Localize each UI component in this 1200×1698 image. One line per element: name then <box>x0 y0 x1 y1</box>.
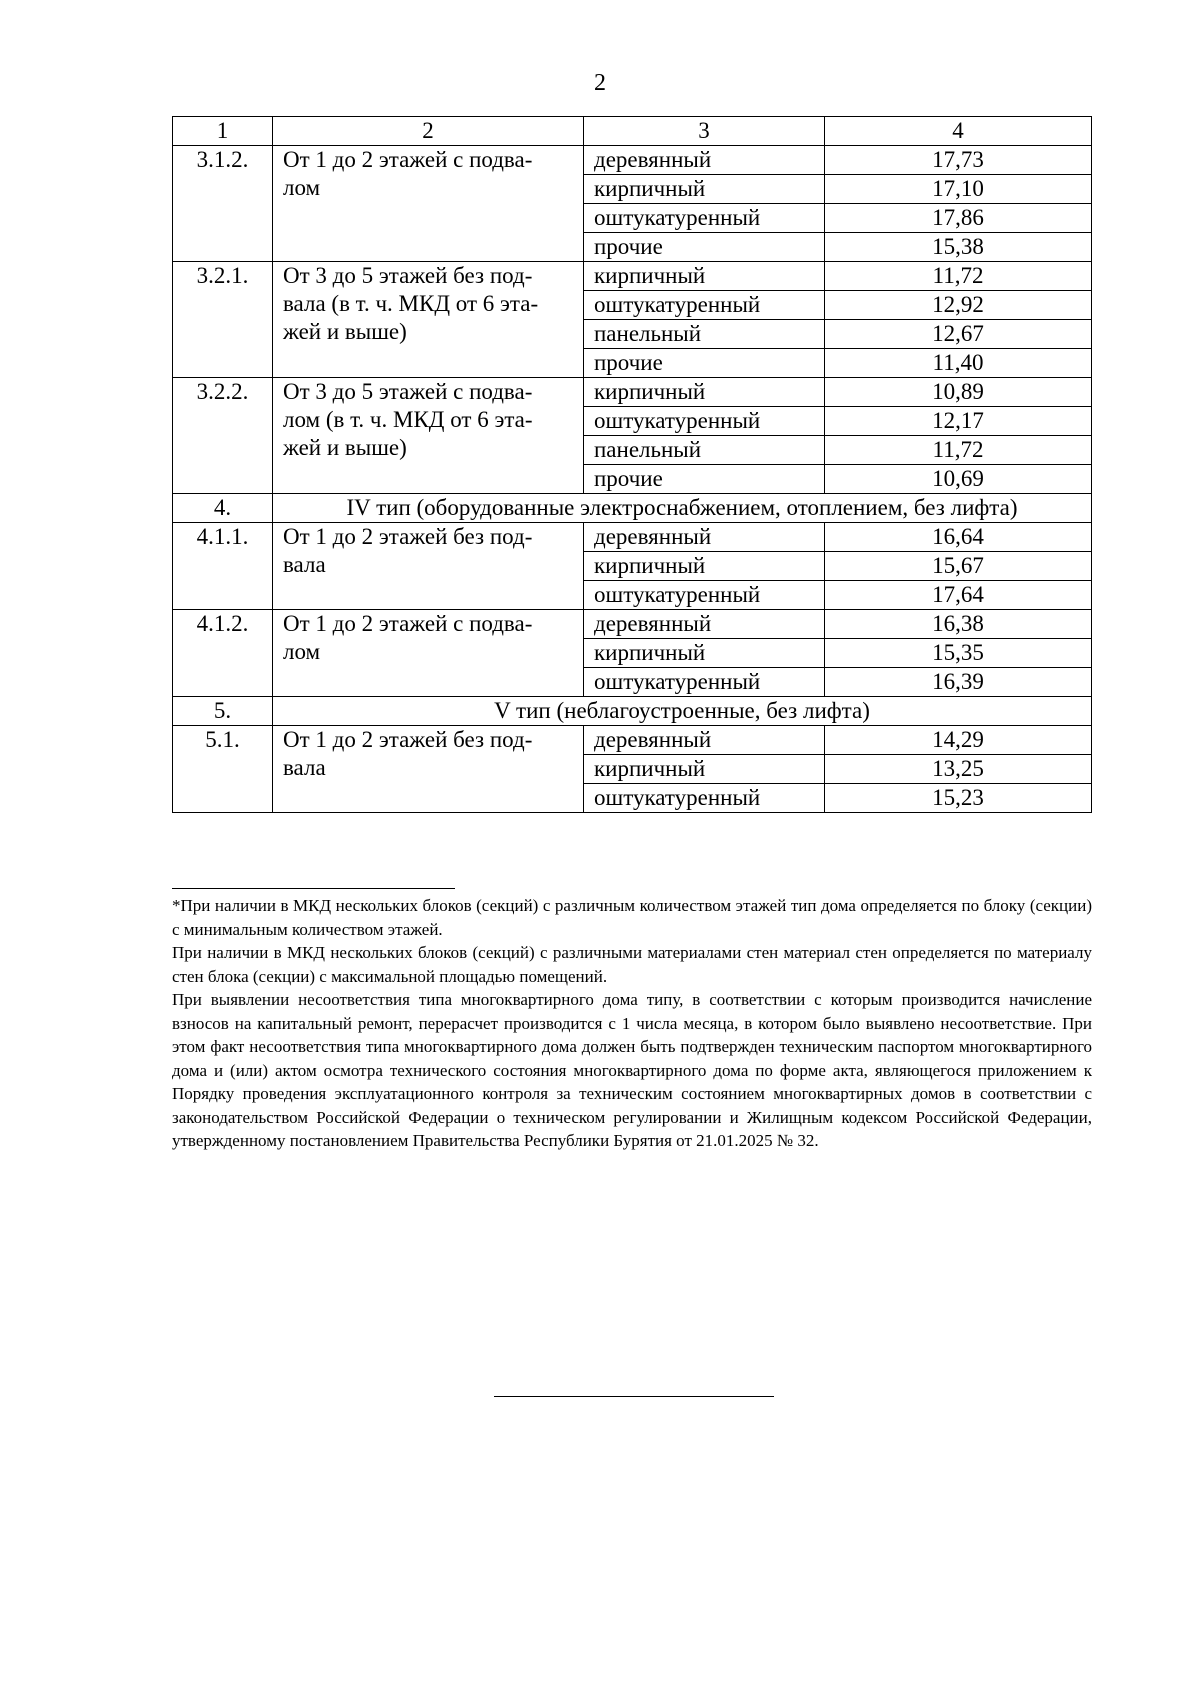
description-line: От 3 до 5 этажей без под- <box>283 263 533 288</box>
material-cell: оштукатуренный <box>584 581 825 610</box>
material-cell: кирпичный <box>584 175 825 204</box>
description-line: От 3 до 5 этажей с подва- <box>283 379 533 404</box>
material-cell: деревянный <box>584 610 825 639</box>
description-line: жей и выше) <box>283 435 407 460</box>
description-cell <box>273 262 584 378</box>
material-cell: оштукатуренный <box>584 204 825 233</box>
footnote-divider <box>172 888 455 889</box>
description-line: вала <box>283 755 326 780</box>
header-cell: 3 <box>584 117 825 146</box>
material-cell: оштукатуренный <box>584 407 825 436</box>
description-line: вала (в т. ч. МКД от 6 эта- <box>283 291 539 316</box>
page-number: 2 <box>594 70 606 96</box>
value-cell: 11,72 <box>825 262 1092 291</box>
end-divider <box>494 1396 774 1397</box>
description-line: лом <box>283 175 321 200</box>
material-cell: кирпичный <box>584 262 825 291</box>
section-title-cell: IV тип (оборудованные электроснабжением, отоплением, без лифта) <box>273 494 1092 523</box>
tariff-table <box>172 116 1092 813</box>
description-line: лом <box>283 639 321 664</box>
value-cell: 12,92 <box>825 291 1092 320</box>
table-row <box>173 726 1092 755</box>
section-number-cell: 4. <box>173 494 273 523</box>
value-cell: 17,73 <box>825 146 1092 175</box>
value-cell: 17,86 <box>825 204 1092 233</box>
value-cell: 14,29 <box>825 726 1092 755</box>
footnote-paragraph: *При наличии в МКД нескольких блоков (секций) с различным количеством этажей тип дома определяется по блоку (секции) с минимальным количеством этажей. <box>172 896 1092 939</box>
value-cell: 15,38 <box>825 233 1092 262</box>
value-cell: 17,64 <box>825 581 1092 610</box>
value-cell: 16,39 <box>825 668 1092 697</box>
section-row <box>173 494 1092 523</box>
description-line: жей и выше) <box>283 319 407 344</box>
description-cell <box>273 378 584 494</box>
value-cell: 12,17 <box>825 407 1092 436</box>
row-number-cell: 4.1.2. <box>173 610 273 697</box>
row-number-cell: 5.1. <box>173 726 273 813</box>
row-number-cell: 4.1.1. <box>173 523 273 610</box>
table-row <box>173 378 1092 407</box>
value-cell: 15,23 <box>825 784 1092 813</box>
header-cell: 2 <box>273 117 584 146</box>
description-cell <box>273 726 584 813</box>
description-cell <box>273 610 584 697</box>
value-cell: 12,67 <box>825 320 1092 349</box>
value-cell: 10,89 <box>825 378 1092 407</box>
value-cell: 16,64 <box>825 523 1092 552</box>
table-header-row <box>173 117 1092 146</box>
table-row <box>173 146 1092 175</box>
row-number-cell: 3.2.2. <box>173 378 273 494</box>
description-line: От 1 до 2 этажей с подва- <box>283 147 533 172</box>
description-line: От 1 до 2 этажей с подва- <box>283 611 533 636</box>
description-line: От 1 до 2 этажей без под- <box>283 727 533 752</box>
material-cell: кирпичный <box>584 378 825 407</box>
value-cell: 16,38 <box>825 610 1092 639</box>
material-cell: кирпичный <box>584 552 825 581</box>
material-cell: прочие <box>584 349 825 378</box>
material-cell: кирпичный <box>584 755 825 784</box>
value-cell: 10,69 <box>825 465 1092 494</box>
footnote-paragraph: При выявлении несоответствия типа многоквартирного дома типу, в соответствии с которым производится начисление взносов на капитальный ремонт, перерасчет производится с 1 числа месяца, в котором было выявлено несоответствие. При этом факт несоответствия типа многоквартирного дома должен быть подтвержден техническим паспортом многоквартирного дома и (или) актом осмотра технического состояния многоквартирного дома по форме акта, являющегося приложением к Порядку проведения эксплуатационного контроля за техническим состоянием многоквартирных домов в соответствии с законодательством Российской Федерации о техническом регулировании и Жилищным кодексом Российской Федерации, утвержденному постановлением Правительства Республики Бурятия от 21.01.2025 № 32. <box>172 990 1092 1150</box>
material-cell: оштукатуренный <box>584 668 825 697</box>
value-cell: 13,25 <box>825 755 1092 784</box>
material-cell: прочие <box>584 465 825 494</box>
description-line: От 1 до 2 этажей без под- <box>283 524 533 549</box>
section-row <box>173 697 1092 726</box>
material-cell: оштукатуренный <box>584 291 825 320</box>
description-cell <box>273 146 584 262</box>
row-number-cell: 3.1.2. <box>173 146 273 262</box>
footnotes <box>172 894 1092 1153</box>
section-number-cell: 5. <box>173 697 273 726</box>
value-cell: 17,10 <box>825 175 1092 204</box>
description-cell <box>273 523 584 610</box>
description-line: вала <box>283 552 326 577</box>
description-line: лом (в т. ч. МКД от 6 эта- <box>283 407 533 432</box>
tariff-table-body <box>173 117 1092 813</box>
value-cell: 11,72 <box>825 436 1092 465</box>
header-cell: 4 <box>825 117 1092 146</box>
value-cell: 15,35 <box>825 639 1092 668</box>
material-cell: деревянный <box>584 726 825 755</box>
material-cell: панельный <box>584 436 825 465</box>
material-cell: оштукатуренный <box>584 784 825 813</box>
row-number-cell: 3.2.1. <box>173 262 273 378</box>
material-cell: кирпичный <box>584 639 825 668</box>
header-cell: 1 <box>173 117 273 146</box>
value-cell: 15,67 <box>825 552 1092 581</box>
footnote-paragraph: При наличии в МКД нескольких блоков (секций) с различными материалами стен материал стен определяется по материалу стен блока (секции) с максимальной площадью помещений. <box>172 943 1092 986</box>
section-title-cell: V тип (неблагоустроенные, без лифта) <box>273 697 1092 726</box>
material-cell: деревянный <box>584 146 825 175</box>
material-cell: панельный <box>584 320 825 349</box>
table-row <box>173 523 1092 552</box>
table-row <box>173 610 1092 639</box>
value-cell: 11,40 <box>825 349 1092 378</box>
material-cell: деревянный <box>584 523 825 552</box>
material-cell: прочие <box>584 233 825 262</box>
table-row <box>173 262 1092 291</box>
